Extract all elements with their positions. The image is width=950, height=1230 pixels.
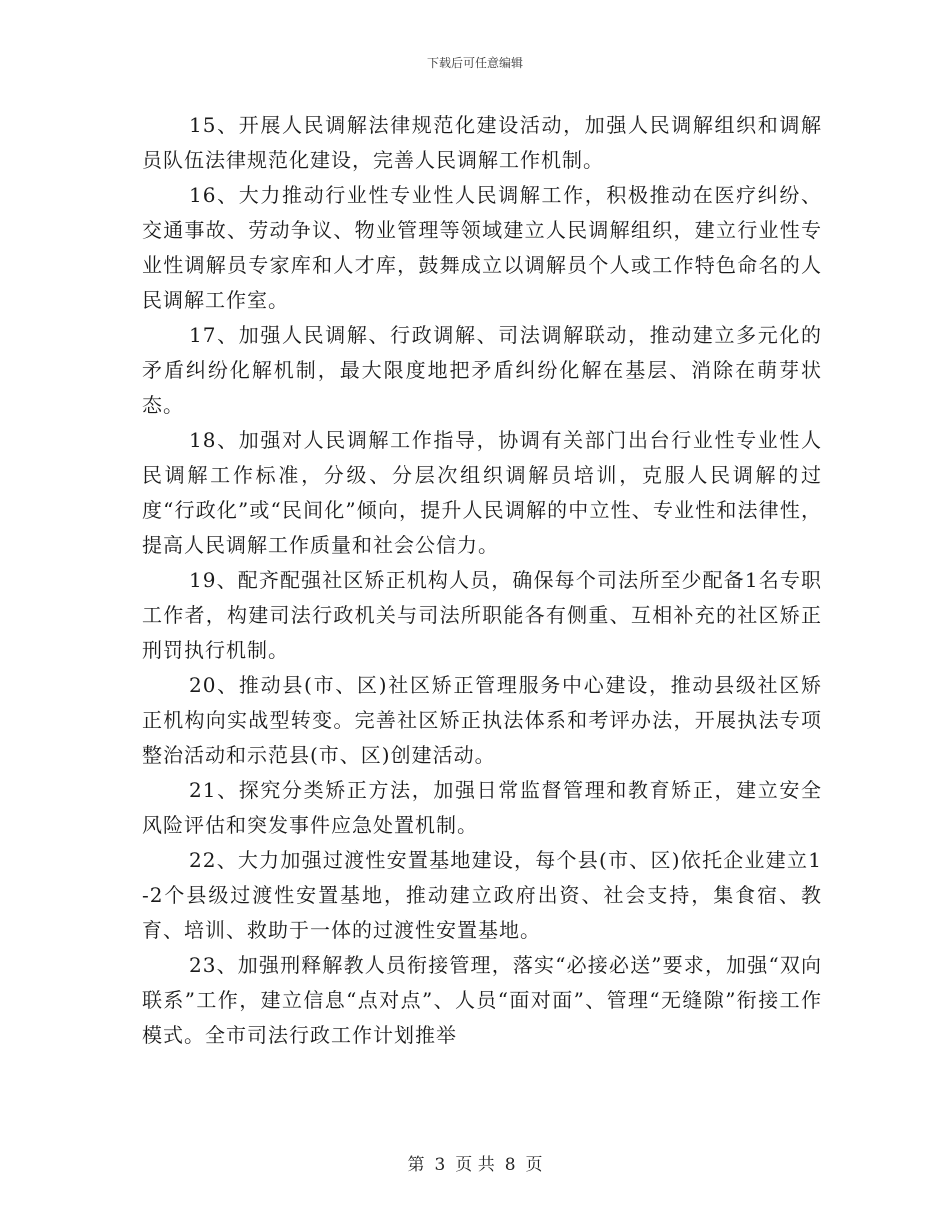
paragraph-19: 19、配齐配强社区矫正机构人员，确保每个司法所至少配备1名专职工作者，构建司法行政机关与司法所职能各有侧重、互相补充的社区矫正刑罚执行机制。 [142,568,822,662]
paragraph-15: 15、开展人民调解法律规范化建设活动，加强人民调解组织和调解员队伍法律规范化建设，完善人民调解工作机制。 [142,113,822,172]
current-page-number: 3 [434,1155,446,1175]
paragraph-22: 22、大力加强过渡性安置基地建设，每个县(市、区)依托企业建立1-2个县级过渡性安置基地，推动建立政府出资、社会支持，集食宿、教育、培训、救助于一体的过渡性安置基地。 [142,848,822,942]
paragraph-18: 18、加强对人民调解工作指导，协调有关部门出台行业性专业性人民调解工作标准，分级、分层次组织调解员培训，克服人民调解的过度“行政化”或“民间化”倾向，提升人民调解的中立性、专业性和法律性，提高人民调解工作质量和社会公信力。 [142,428,822,557]
total-pages-number: 8 [504,1155,516,1175]
footer-middle: 页 共 [455,1155,495,1175]
page-header: 下载后可任意编辑 [426,56,523,70]
footer-suffix: 页 [525,1155,543,1175]
document-body [142,108,822,1053]
paragraph-20: 20、推动县(市、区)社区矫正管理服务中心建设，推动县级社区矫正机构向实战型转变。完善社区矫正执法体系和考评办法，开展执法专项整治活动和示范县(市、区)创建活动。 [142,673,822,767]
paragraph-23: 23、加强刑释解教人员衔接管理，落实“必接必送”要求，加强“双向联系”工作，建立信息“点对点”、人员“面对面”、管理“无缝隙”衔接工作模式。全市司法行政工作计划推举 [142,953,822,1047]
paragraph-21: 21、探究分类矫正方法，加强日常监督管理和教育矫正，建立安全风险评估和突发事件应急处置机制。 [142,778,822,837]
page-footer [0,1150,950,1175]
paragraph-17: 17、加强人民调解、行政调解、司法调解联动，推动建立多元化的矛盾纠纷化解机制，最大限度地把矛盾纠纷化解在基层、消除在萌芽状态。 [142,323,822,417]
footer-prefix: 第 [407,1155,425,1175]
paragraph-16: 16、大力推动行业性专业性人民调解工作，积极推动在医疗纠纷、交通事故、劳动争议、物业管理等领域建立人民调解组织，建立行业性专业性调解员专家库和人才库，鼓舞成立以调解员个人或工作特色命名的人民调解工作室。 [142,183,822,312]
